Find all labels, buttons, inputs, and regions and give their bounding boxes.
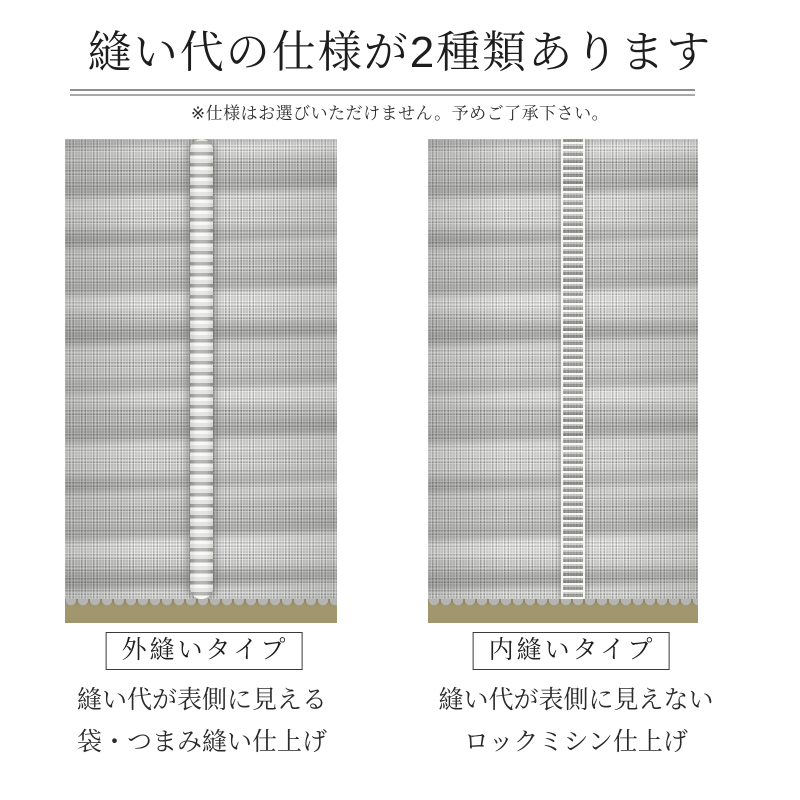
title-divider bbox=[70, 89, 695, 96]
inner-seam-type-label: 内縫いタイプ bbox=[473, 632, 670, 670]
outer-seam-desc-line2: 袋・つまみ縫い仕上げ bbox=[76, 728, 327, 756]
photo-shading bbox=[65, 139, 337, 599]
outer-seam-photo bbox=[65, 139, 337, 623]
spec-disclaimer-note: ※仕様はお選びいただけません。予めご了承下さい。 bbox=[190, 104, 610, 123]
outer-seam-fabric bbox=[65, 139, 337, 599]
outer-seam-desc-line1: 縫い代が表側に見える bbox=[76, 686, 327, 714]
page-title: 縫い代の仕様が2種類あります bbox=[87, 28, 713, 77]
inner-seam-desc-line1: 縫い代が表側に見えない bbox=[438, 686, 714, 714]
inner-seam-fabric bbox=[428, 139, 698, 599]
photo-shading bbox=[428, 139, 698, 599]
inner-seam-desc-line2: ロックミシン仕上げ bbox=[464, 728, 688, 756]
outer-seam-type-label: 外縫いタイプ bbox=[106, 632, 303, 670]
inner-seam-photo bbox=[428, 139, 698, 623]
